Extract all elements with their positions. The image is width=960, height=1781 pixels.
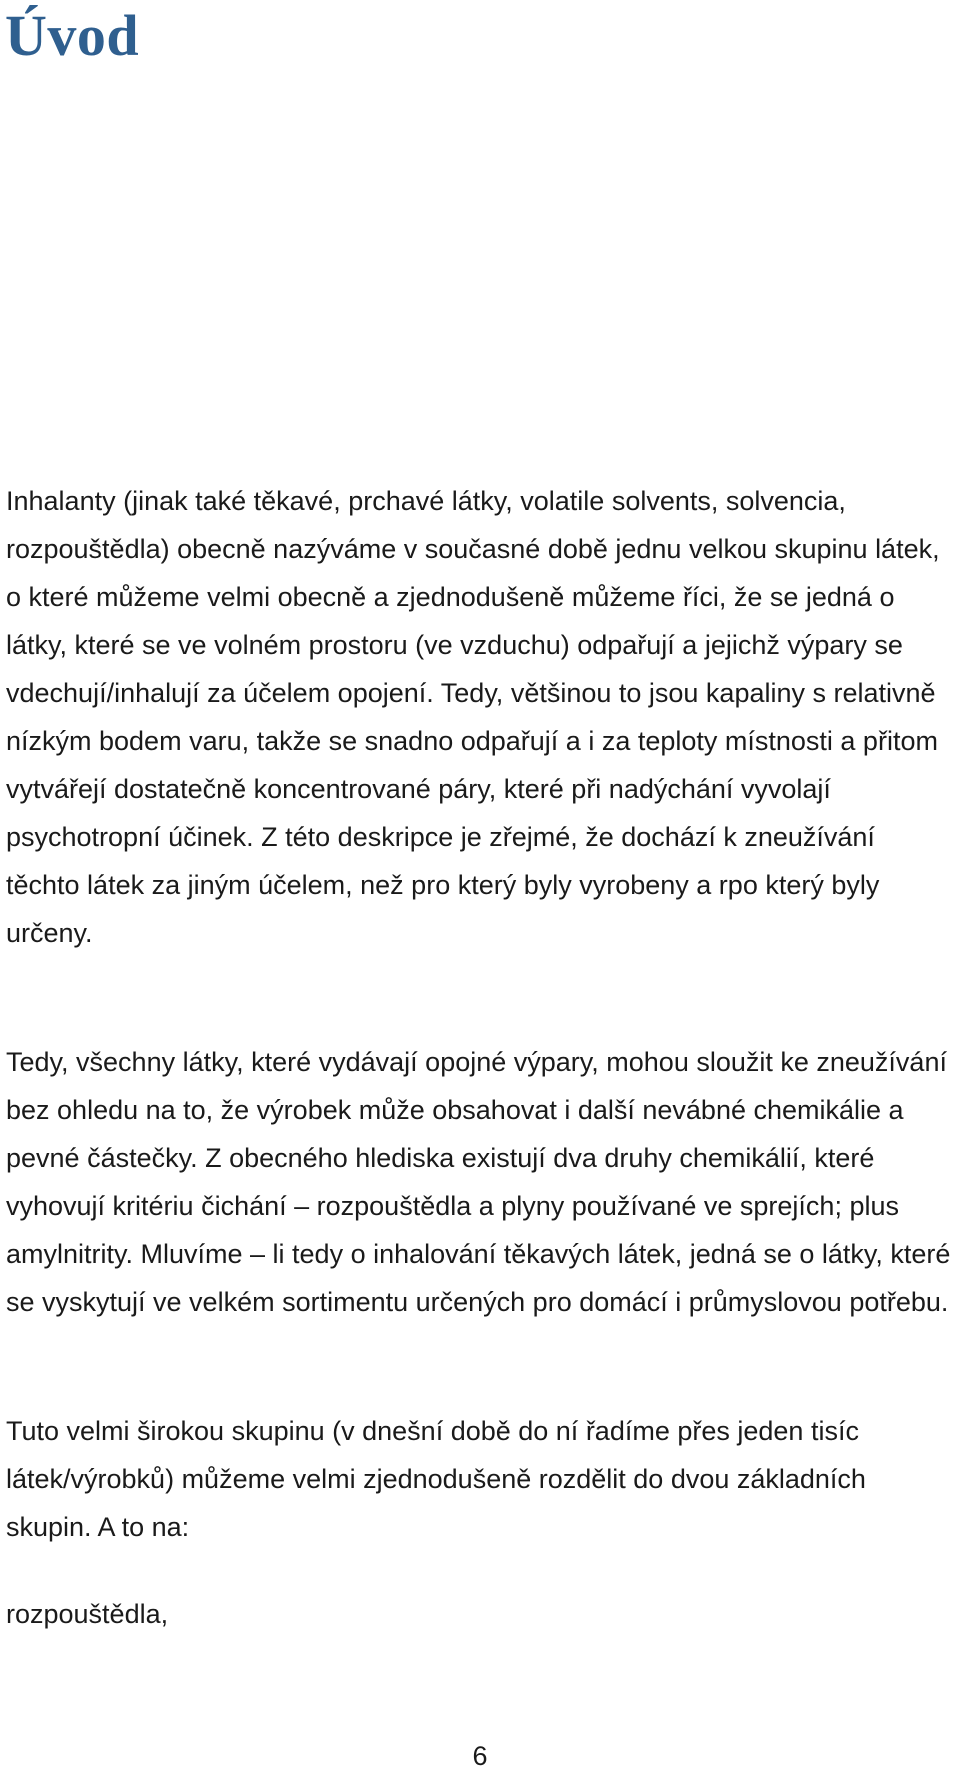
paragraph-chemicals: Tedy, všechny látky, které vydávají opojné výpary, mohou sloužit ke zneužívání bez ohledu na to, že výrobek může obsahovat i další nevábné chemikálie a pevné částečky. Z obecného hlediska existují dva druhy chemikálií, které vyhovují kritériu čichání – rozpouštědla a plyny používané ve sprejích; plus amylnitrity. Mluvíme – li tedy o inhalování těkavých látek, jedná se o látky, které se vyskytují ve velkém sortimentu určených pro domácí i průmyslovou potřebu.	[6, 1047, 951, 1317]
list-item-solvents: rozpouštědla,	[6, 1599, 169, 1629]
page-title: Úvod	[5, 3, 140, 68]
paragraph-groups: Tuto velmi širokou skupinu (v dnešní době do ní řadíme přes jeden tisíc látek/výrobků) můžeme velmi zjednodušeně rozdělit do dvou základních skupin. A to na:	[6, 1416, 866, 1542]
page-number: 6	[472, 1741, 488, 1771]
paragraph-intro: Inhalanty (jinak také těkavé, prchavé látky, volatile solvents, solvencia, rozpouštědla) obecně nazýváme v současné době jednu velkou skupinu látek, o které můžeme velmi obecně a zjednodušeně můžeme říci, že se jedná o látky, které se ve volném prostoru (ve vzduchu) odpařují a jejichž výpary se vdechují/inhalují za účelem opojení. Tedy, většinou to jsou kapaliny s relativně nízkým bodem varu, takže se snadno odpařují a i za teploty místnosti a přitom vytvářejí dostatečně koncentrované páry, které při nadýchání vyvolají psychotropní účinek. Z této deskripce je zřejmé, že dochází k zneužívání těchto látek za jiným účelem, než pro který byly vyrobeny a rpo který byly určeny.	[6, 486, 940, 948]
